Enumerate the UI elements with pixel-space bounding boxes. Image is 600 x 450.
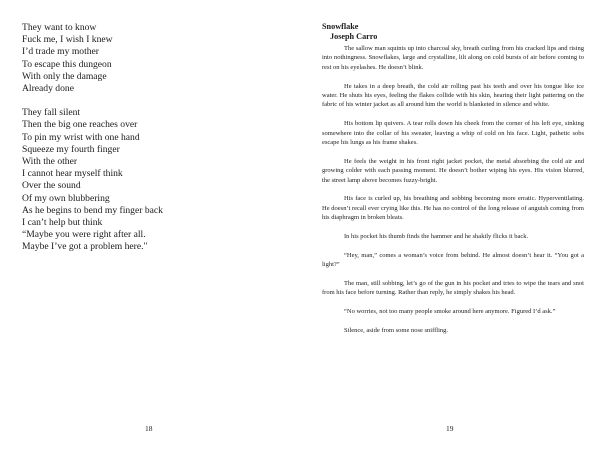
poem-line: Then the big one reaches over	[22, 119, 138, 131]
poem-line: With the other	[22, 156, 78, 168]
story-paragraph: He takes in a deep breath, the cold air rolling past his teeth and over his tongue like ice water. He shuts his eyes, feeling the flakes collide with his skin, hearing their light pattering on the fabric of his winter jacket as all around him the world is blanketed in silence and white.	[322, 82, 584, 109]
story-paragraph: His bottom lip quivers. A tear rolls down his cheek from the corner of his left eye, sinking somewhere into the collar of his sweater, leaving a whip of cold on his face. Light, pathetic sobs escape his lungs as his frame shakes.	[322, 120, 584, 147]
poem-line: Of my own blubbering	[22, 192, 110, 204]
poem-line: To pin my wrist with one hand	[22, 131, 140, 143]
poem-line: I cannot hear myself think	[22, 168, 123, 180]
poem-stanza-2	[22, 107, 292, 253]
poem-line: Fuck me, I wish I knew	[22, 34, 113, 46]
poem-line: Squeeze my fourth finger	[22, 143, 120, 155]
poem	[22, 22, 292, 266]
poem-stanza-1	[22, 22, 292, 95]
poem-line: I’d trade my mother	[22, 46, 99, 58]
story-title: Snowflake	[322, 22, 359, 31]
poem-line: To escape this dungeon	[22, 58, 112, 70]
story-paragraph: His face is curled up, his breathing and sobbing becoming more erratic. Hyperventilating. He doesn’t recall ever crying like this. He has no control of the long release of anguish coming from his diaphragm in broken bleats.	[322, 195, 584, 222]
poem-line: They fall silent	[22, 107, 81, 119]
poem-line: I can’t help but think	[22, 217, 103, 229]
right-page	[300, 0, 600, 450]
page-number-right: 19	[446, 424, 454, 433]
story-paragraph: “No worries, not too many people smoke around here anymore. Figured I’d ask.”	[344, 308, 556, 316]
poem-line: They want to know	[22, 22, 97, 33]
story-paragraph: The man, still sobbing, let’s go of the gun in his pocket and tries to wipe the tears and snot from his face before turning. Rather than reply, he simply shakes his head.	[322, 280, 584, 297]
story-paragraph: Silence, aside from some nose sniffling.	[344, 327, 449, 335]
poem-line: “Maybe you were right after all.	[22, 229, 146, 241]
poem-line: Maybe I’ve got a problem here."	[22, 241, 148, 253]
story	[322, 22, 584, 345]
poem-line: With only the damage	[22, 70, 107, 82]
poem-line: Already done	[22, 83, 74, 95]
story-paragraph: “Hey, man,” comes a woman’s voice from behind. He almost doesn’t hear it. “You got a light?”	[322, 251, 584, 269]
page-number-left: 18	[145, 424, 153, 433]
story-paragraph: In his pocket his thumb finds the hammer and he shakily flicks it back.	[344, 233, 529, 241]
poem-line: Over the sound	[22, 180, 81, 192]
story-author: Joseph Carro	[330, 32, 378, 41]
poem-line: As he begins to bend my finger back	[22, 204, 163, 216]
story-paragraph: The sallow man squints up into charcoal sky, breath curling from his cracked lips and rising into nothingness. Snowflakes, large and crystalline, lilt along on cold bursts of air before coming to rest on his eyelashes. He doesn’t blink.	[322, 45, 584, 71]
story-paragraph: He feels the weight in his front right jacket pocket, the metal absorbing the cold air and growing colder with each passing moment. He doesn’t bother wiping his eyes. His vision blurred, the street lamp above becomes fuzzy-bright.	[322, 157, 584, 184]
